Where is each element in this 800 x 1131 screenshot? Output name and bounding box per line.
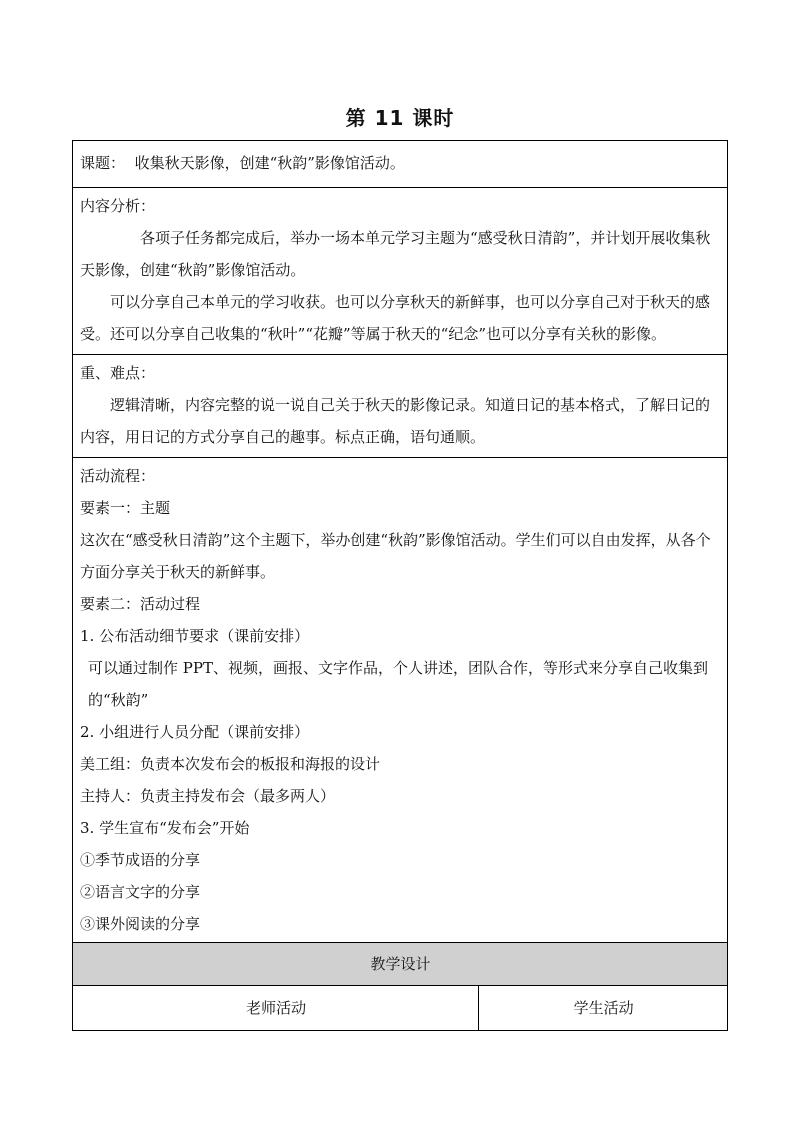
process-heading: 活动流程： bbox=[80, 467, 156, 485]
lesson-table bbox=[72, 140, 728, 1031]
step3-title: 3. 学生宣布“发布会”开始 bbox=[80, 819, 250, 837]
design-header-row bbox=[73, 943, 728, 986]
key-points-heading: 重、难点： bbox=[80, 364, 156, 382]
design-heading: 教学设计 bbox=[73, 943, 728, 986]
topic-label: 课题： bbox=[80, 154, 126, 172]
student-activity-header: 学生活动 bbox=[479, 986, 728, 1031]
step1-title: 1. 公布活动细节要求（课前安排） bbox=[80, 627, 310, 645]
content-analysis-row bbox=[73, 188, 728, 355]
step1-text: 可以通过制作 PPT、视频，画报、文字作品，个人讲述，团队合作，等形式来分享自己收集到的“秋韵” bbox=[88, 659, 708, 709]
content-analysis-para2: 可以分享自己本单元的学习收获。也可以分享秋天的新鲜事，也可以分享自己对于秋天的感受。还可以分享自己收集的“秋叶”“花瓣”等属于秋天的“纪念”也可以分享有关秋的影像。 bbox=[80, 293, 711, 343]
process-row bbox=[73, 458, 728, 943]
element1-text: 这次在“感受秋日清韵”这个主题下，举办创建“秋韵”影像馆活动。学生们可以自由发挥，从各个方面分享关于秋天的新鲜事。 bbox=[80, 531, 711, 581]
host-text: 主持人：负责主持发布会（最多两人） bbox=[80, 787, 336, 805]
content-analysis-para1: 各项子任务都完成后，举办一场本单元学习主题为“感受秋日清韵”，并计划开展收集秋天影像，创建“秋韵”影像馆活动。 bbox=[80, 229, 711, 279]
content-analysis-heading: 内容分析： bbox=[80, 197, 156, 215]
topic-row bbox=[73, 141, 728, 188]
page-title: 第 11 课时 bbox=[345, 106, 455, 130]
design-columns-row bbox=[73, 986, 728, 1031]
key-points-row bbox=[73, 355, 728, 458]
art-group-text: 美工组：负责本次发布会的板报和海报的设计 bbox=[80, 755, 381, 773]
element1-title: 要素一：主题 bbox=[80, 499, 171, 517]
element2-title: 要素二：活动过程 bbox=[80, 595, 201, 613]
share-item-1: ①季节成语的分享 bbox=[80, 851, 201, 869]
teacher-activity-header: 老师活动 bbox=[73, 986, 479, 1031]
share-item-2: ②语言文字的分享 bbox=[80, 883, 201, 901]
topic-text: 收集秋天影像，创建“秋韵”影像馆活动。 bbox=[134, 154, 405, 172]
share-item-3: ③课外阅读的分享 bbox=[80, 915, 201, 933]
step2-title: 2. 小组进行人员分配（课前安排） bbox=[80, 723, 310, 741]
key-points-para: 逻辑清晰，内容完整的说一说自己关于秋天的影像记录。知道日记的基本格式，了解日记的内容，用日记的方式分享自己的趣事。标点正确，语句通顺。 bbox=[80, 396, 711, 446]
